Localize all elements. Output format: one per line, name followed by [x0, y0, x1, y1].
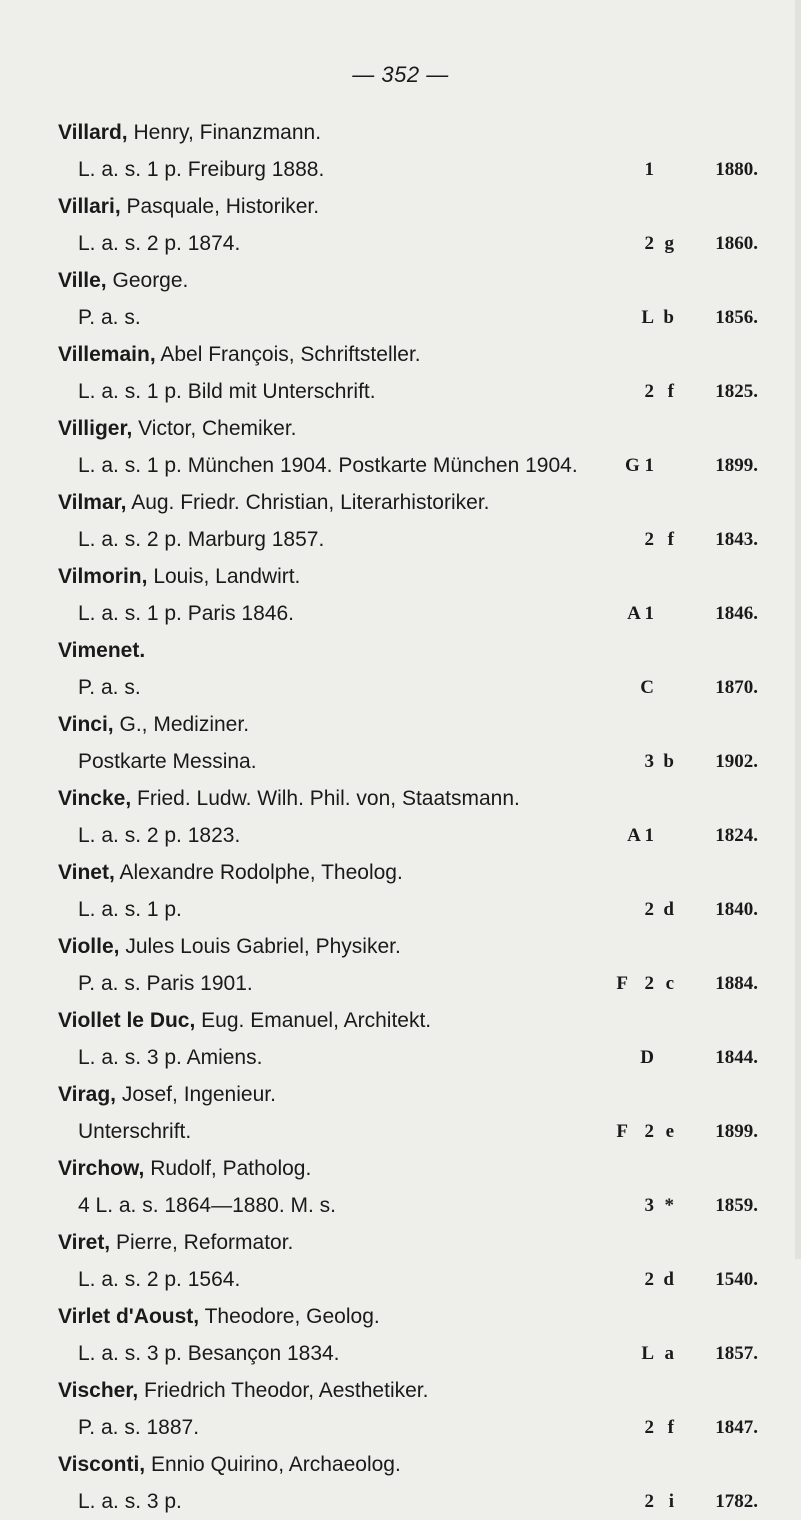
catalog-year: 1540.: [715, 1269, 758, 1290]
entry-detail-line: [58, 595, 768, 632]
entry-detail: L. a. s. 1 p. Paris 1846.: [78, 602, 294, 625]
entry-heading: [58, 928, 768, 965]
entry-description: Aug. Friedr. Christian, Literarhistoriker.: [131, 491, 490, 514]
entry-name: Villemain,: [58, 343, 156, 366]
entry: [58, 1372, 768, 1446]
entry-detail-line: [58, 965, 768, 1002]
catalog-letter: b: [663, 751, 674, 772]
catalog-number: G 1: [624, 455, 654, 476]
catalog-letter: d: [663, 1269, 674, 1290]
entry: [58, 1446, 768, 1520]
entry-name: Villard,: [58, 121, 128, 144]
entry-detail-line: [58, 669, 768, 706]
entry-detail-line: [58, 1113, 768, 1150]
catalog-year: 1899.: [715, 1121, 758, 1142]
entry-name: Virchow,: [58, 1157, 145, 1180]
entry-detail-line: [58, 817, 768, 854]
entry-detail: P. a. s.: [78, 306, 141, 329]
entry-description: Abel François, Schriftsteller.: [160, 343, 421, 366]
entry-detail-line: [58, 1335, 768, 1372]
catalog-year: 1843.: [715, 529, 758, 550]
entry-detail: L. a. s. 2 p. Marburg 1857.: [78, 528, 325, 551]
entry-name: Vinci,: [58, 713, 114, 736]
entry-heading: [58, 114, 768, 151]
entry: [58, 854, 768, 928]
entry-detail-line: [58, 521, 768, 558]
entry-description: G., Mediziner.: [119, 713, 250, 736]
entry-detail: Unterschrift.: [78, 1120, 192, 1143]
catalog-year: 1824.: [715, 825, 758, 846]
entry-heading: [58, 632, 768, 669]
entry: [58, 114, 768, 188]
entry-heading: [58, 262, 768, 299]
catalog-number: 2: [644, 233, 654, 254]
entry-list: [58, 114, 768, 1520]
catalog-class: F: [616, 973, 628, 994]
catalog-letter: g: [664, 233, 674, 254]
catalog-number: 2: [644, 381, 654, 402]
entry-detail: L. a. s. 1 p. München 1904. Postkarte München 1904.: [78, 454, 578, 477]
entry: [58, 1298, 768, 1372]
catalog-number: 2: [644, 1269, 654, 1290]
entry-heading: [58, 336, 768, 373]
entry-detail-line: [58, 373, 768, 410]
catalog-year: 1880.: [715, 159, 758, 180]
entry-detail: 4 L. a. s. 1864—1880. M. s.: [78, 1194, 336, 1217]
entry: [58, 928, 768, 1002]
catalog-year: 1840.: [715, 899, 758, 920]
entry-description: Theodore, Geolog.: [204, 1305, 380, 1328]
catalog-number: A 1: [627, 603, 654, 624]
entry-detail-line: [58, 225, 768, 262]
entry-description: Victor, Chemiker.: [138, 417, 297, 440]
entry-description: Fried. Ludw. Wilh. Phil. von, Staatsmann.: [137, 787, 520, 810]
entry-name: Villiger,: [58, 417, 133, 440]
entry: [58, 410, 768, 484]
catalog-number: 3: [644, 751, 654, 772]
entry-name: Violle,: [58, 935, 120, 958]
entry-description: Pierre, Reformator.: [116, 1231, 294, 1254]
entry-name: Villari,: [58, 195, 121, 218]
catalog-number: L: [641, 307, 654, 328]
entry-detail-line: [58, 151, 768, 188]
entry-name: Virag,: [58, 1083, 116, 1106]
entry: [58, 1224, 768, 1298]
entry-heading: [58, 1446, 768, 1483]
entry-detail: L. a. s. 3 p. Amiens.: [78, 1046, 263, 1069]
entry-heading: [58, 1298, 768, 1335]
catalog-letter: a: [664, 1343, 674, 1364]
page-edge: [795, 0, 801, 1259]
entry: [58, 1002, 768, 1076]
entry-detail-line: [58, 891, 768, 928]
entry-detail-line: [58, 1261, 768, 1298]
catalog-year: 1870.: [715, 677, 758, 698]
entry-detail-line: [58, 743, 768, 780]
catalog-letter: d: [663, 899, 674, 920]
entry-description: Josef, Ingenieur.: [121, 1083, 276, 1106]
catalog-year: 1884.: [715, 973, 758, 994]
catalog-year: 1844.: [715, 1047, 758, 1068]
entry-description: Alexandre Rodolphe, Theolog.: [119, 861, 403, 884]
entry-description: Pasquale, Historiker.: [126, 195, 320, 218]
entry-detail: L. a. s. 1 p. Bild mit Unterschrift.: [78, 380, 376, 403]
entry-detail: P. a. s.: [78, 676, 141, 699]
entry: [58, 1150, 768, 1224]
catalog-year: 1902.: [715, 751, 758, 772]
entry-heading: [58, 1150, 768, 1187]
catalog-year: 1847.: [715, 1417, 758, 1438]
catalog-letter: *: [664, 1195, 674, 1216]
entry-description: Henry, Finanzmann.: [133, 121, 322, 144]
entry-detail: P. a. s. Paris 1901.: [78, 972, 253, 995]
entry-description: Jules Louis Gabriel, Physiker.: [125, 935, 401, 958]
entry-name: Visconti,: [58, 1453, 146, 1476]
entry: [58, 484, 768, 558]
entry-description: Louis, Landwirt.: [153, 565, 301, 588]
entry-name: Viollet le Duc,: [58, 1009, 196, 1032]
catalog-number: L: [641, 1343, 654, 1364]
catalog-number: D: [640, 1047, 654, 1068]
entry-detail-line: [58, 1187, 768, 1224]
catalog-number: 1: [644, 159, 654, 180]
entry-heading: [58, 1224, 768, 1261]
entry-heading: [58, 1076, 768, 1113]
catalog-letter: f: [667, 1417, 674, 1438]
catalog-letter: f: [667, 381, 674, 402]
entry-detail-line: [58, 299, 768, 336]
catalog-number: 3: [644, 1195, 654, 1216]
entry: [58, 780, 768, 854]
entry: [58, 1076, 768, 1150]
entry: [58, 336, 768, 410]
catalog-year: 1825.: [715, 381, 758, 402]
entry-heading: [58, 780, 768, 817]
catalog-number: 2: [644, 973, 654, 994]
entry-description: Friedrich Theodor, Aesthetiker.: [144, 1379, 429, 1402]
page-number: — 352 —: [352, 62, 449, 87]
entry: [58, 632, 768, 706]
catalog-year: 1859.: [715, 1195, 758, 1216]
entry-detail-line: [58, 1039, 768, 1076]
entry-heading: [58, 1372, 768, 1409]
entry-name: Vischer,: [58, 1379, 139, 1402]
entry-heading: [58, 706, 768, 743]
entry-description: Eug. Emanuel, Architekt.: [201, 1009, 432, 1032]
catalog-number: 2: [644, 529, 654, 550]
entry-detail: L. a. s. 2 p. 1823.: [78, 824, 241, 847]
entry-name: Vinet,: [58, 861, 115, 884]
entry-detail: L. a. s. 1 p. Freiburg 1888.: [78, 158, 325, 181]
entry-name: Vimenet.: [58, 639, 146, 662]
entry-detail: L. a. s. 2 p. 1874.: [78, 232, 241, 255]
entry-heading: [58, 188, 768, 225]
catalog-number: 2: [644, 899, 654, 920]
entry-detail-line: [58, 1409, 768, 1446]
entry: [58, 262, 768, 336]
entry-heading: [58, 854, 768, 891]
catalog-number: 2: [644, 1417, 654, 1438]
catalog-year: 1856.: [715, 307, 758, 328]
entry-heading: [58, 484, 768, 521]
entry-heading: [58, 558, 768, 595]
entry-detail: L. a. s. 1 p.: [78, 898, 182, 921]
entry-detail-line: [58, 1483, 768, 1520]
entry-detail: L. a. s. 3 p. Besançon 1834.: [78, 1342, 340, 1365]
entry: [58, 706, 768, 780]
catalog-letter: i: [668, 1491, 674, 1512]
catalog-number: A 1: [627, 825, 654, 846]
entry-description: Ennio Quirino, Archaeolog.: [150, 1453, 401, 1476]
entry-detail: L. a. s. 3 p.: [78, 1490, 182, 1513]
catalog-number: 2: [644, 1491, 654, 1512]
catalog-number: 2: [644, 1121, 654, 1142]
entry-detail: Postkarte Messina.: [78, 750, 257, 773]
entry-name: Vilmorin,: [58, 565, 148, 588]
catalog-year: 1782.: [715, 1491, 758, 1512]
catalog-letter: e: [665, 1121, 674, 1142]
entry-detail: L. a. s. 2 p. 1564.: [78, 1268, 241, 1291]
entry-detail: P. a. s. 1887.: [78, 1416, 200, 1439]
entry-name: Virlet d'Aoust,: [58, 1305, 200, 1328]
catalog-number: C: [640, 677, 654, 698]
catalog-year: 1860.: [715, 233, 758, 254]
entry-name: Viret,: [58, 1231, 111, 1254]
catalog-class: F: [616, 1121, 628, 1142]
entry-heading: [58, 1002, 768, 1039]
catalog-letter: c: [665, 973, 674, 994]
entry-description: George.: [112, 269, 189, 292]
catalog-year: 1899.: [715, 455, 758, 476]
entry-detail-line: [58, 447, 768, 484]
entry-name: Ville,: [58, 269, 107, 292]
catalog-letter: b: [663, 307, 674, 328]
catalog-year: 1846.: [715, 603, 758, 624]
catalog-year: 1857.: [715, 1343, 758, 1364]
entry-heading: [58, 410, 768, 447]
entry-name: Vincke,: [58, 787, 132, 810]
entry: [58, 558, 768, 632]
catalog-letter: f: [667, 529, 674, 550]
entry-name: Vilmar,: [58, 491, 127, 514]
entry: [58, 188, 768, 262]
entry-description: Rudolf, Patholog.: [150, 1157, 312, 1180]
